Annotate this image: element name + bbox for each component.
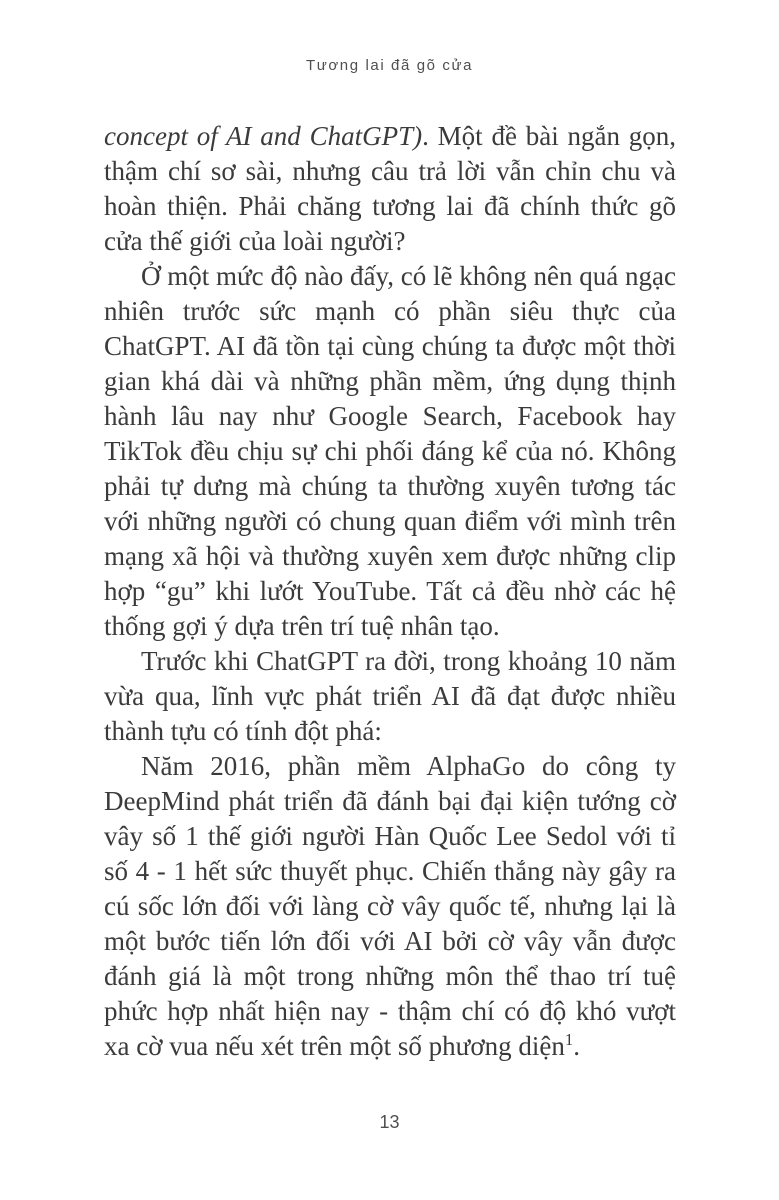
paragraph [104,119,676,259]
footnote-marker: 1 [564,1030,574,1049]
text-segment: Năm 2016, phần mềm AlphaGo do công ty DeepMind phát triển đã đánh bại đại kiện tướng cờ vây số 1 thế giới người Hàn Quốc Lee Sedol với tỉ số 4 - 1 hết sức thuyết phục. Chiến thắng này gây ra cú sốc lớn đối với làng cờ vây quốc tế, nhưng lại là một bước tiến lớn đối với AI bởi cờ vây vẫn được đánh giá là một trong những môn thể thao trí tuệ phức hợp nhất hiện nay - thậm chí có độ khó vượt xa cờ vua nếu xét trên một số phương diện [104,751,676,1061]
text-segment: . [573,1031,580,1061]
text-segment: Ở một mức độ nào đấy, có lẽ không nên quá ngạc nhiên trước sức mạnh có phần siêu thực của ChatGPT. AI đã tồn tại cùng chúng ta được một thời gian khá dài và những phần mềm, ứng dụng thịnh hành lâu nay như Google Search, Facebook hay TikTok đều chịu sự chi phối đáng kể của nó. Không phải tự dưng mà chúng ta thường xuyên tương tác với những người có chung quan điểm với mình trên mạng xã hội và thường xuyên xem được những clip hợp “gu” khi lướt YouTube. Tất cả đều nhờ các hệ thống gợi ý dựa trên trí tuệ nhân tạo. [104,261,676,641]
paragraph [104,749,676,1064]
text-segment: concept of AI and ChatGPT) [104,121,423,151]
page-number: 13 [379,1112,400,1132]
text-segment: . Một đề bài ngắn gọn, thậm chí sơ sài, nhưng câu trả lời vẫn chỉn chu và hoàn thiện. Phải chăng tương lai đã chính thức gõ cửa thế giới của loài người? [104,121,676,256]
paragraph [104,644,676,749]
paragraph [104,259,676,644]
running-header: Tương lai đã gõ cửa [305,57,474,74]
body-text [104,119,676,1064]
text-segment: Trước khi ChatGPT ra đời, trong khoảng 10 năm vừa qua, lĩnh vực phát triển AI đã đạt được nhiều thành tựu có tính đột phá: [104,646,676,746]
